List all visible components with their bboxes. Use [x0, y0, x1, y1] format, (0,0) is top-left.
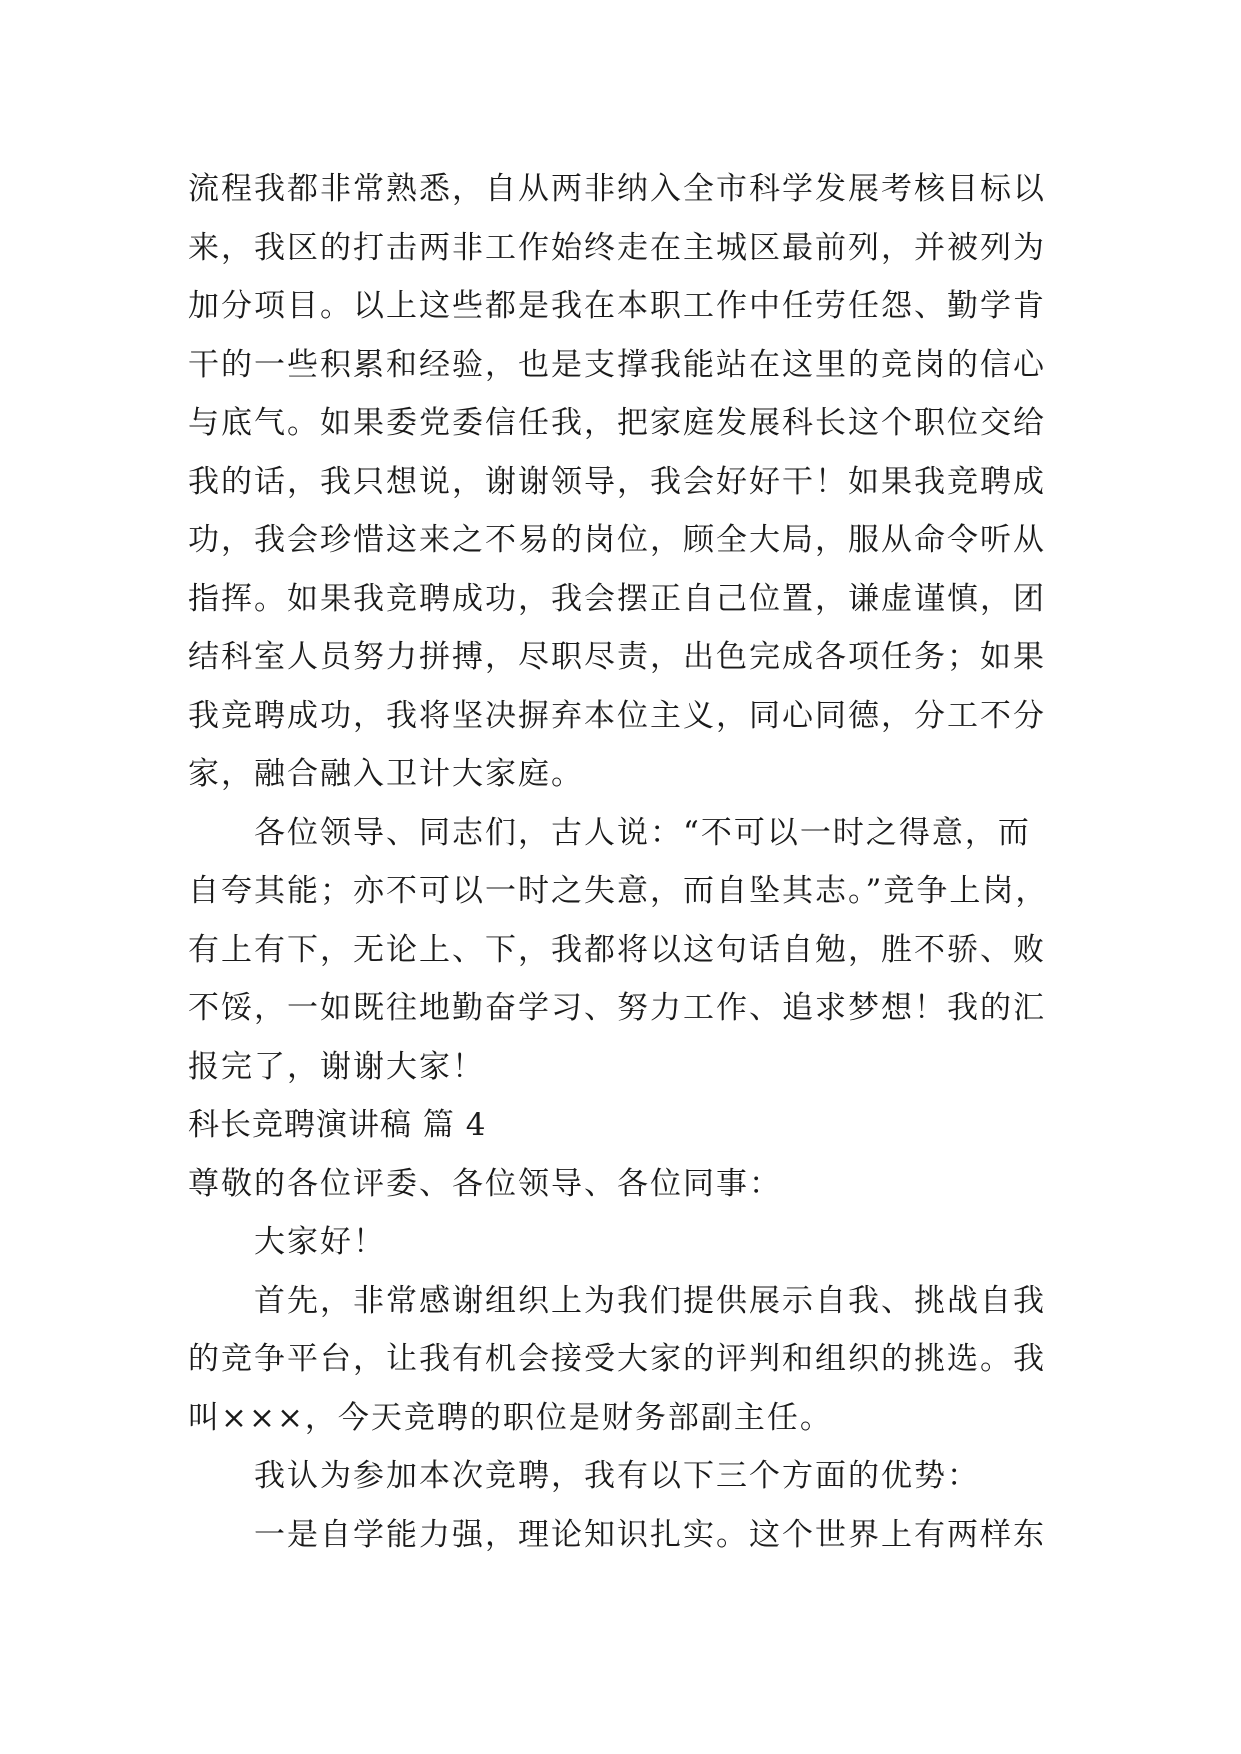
text-line: 我认为参加本次竞聘，我有以下三个方面的优势： [254, 1458, 980, 1494]
section-heading: 科长竞聘演讲稿 篇 4 [188, 1107, 487, 1143]
text-line: 尊敬的各位评委、各位领导、各位同事： [188, 1165, 782, 1202]
text-line: 有上有下，无论上、下，我都将以这句话自勉，胜不骄、败 [188, 931, 1046, 968]
text-line: 报完了，谢谢大家！ [188, 1048, 485, 1085]
text-line: 结科室人员努力拼搏，尽职尽责，出色完成各项任务；如果 [188, 639, 1046, 675]
text-line: 大家好！ [254, 1224, 386, 1260]
text-line: 指挥。如果我竞聘成功，我会摆正自己位置，谦虚谨慎，团 [188, 580, 1046, 617]
text-line: 首先，非常感谢组织上为我们提供展示自我、挑战自我 [254, 1282, 1046, 1319]
text-line: 干的一些积累和经验，也是支撑我能站在这里的竞岗的信心 [188, 346, 1046, 383]
text-line: 流程我都非常熟悉，自从两非纳入全市科学发展考核目标以 [188, 171, 1046, 207]
text-line: 自夸其能；亦不可以一时之失意，而自坠其志。”竞争上岗， [188, 873, 1049, 909]
text-line: 功，我会珍惜这来之不易的岗位，顾全大局，服从命令听从 [188, 522, 1046, 558]
text-line: 与底气。如果委党委信任我，把家庭发展科长这个职位交给 [188, 405, 1046, 441]
text-line: 各位领导、同志们，古人说：“不可以一时之得意，而 [254, 814, 1031, 851]
document-body [188, 160, 1068, 1564]
text-line: 的竞争平台，让我有机会接受大家的评判和组织的挑选。我 [188, 1341, 1046, 1377]
text-line: 叫×××，今天竞聘的职位是财务部副主任。 [188, 1399, 833, 1436]
text-line: 家，融合融入卫计大家庭。 [188, 756, 584, 792]
text-line: 不馁，一如既往地勤奋学习、努力工作、追求梦想！我的汇 [188, 990, 1046, 1026]
text-line: 来，我区的打击两非工作始终走在主城区最前列，并被列为 [188, 229, 1046, 266]
text-line: 我的话，我只想说，谢谢领导，我会好好干！如果我竞聘成 [188, 463, 1046, 500]
text-line: 一是自学能力强，理论知识扎实。这个世界上有两样东 [254, 1516, 1046, 1553]
text-line: 我竞聘成功，我将坚决摒弃本位主义，同心同德，分工不分 [188, 697, 1046, 734]
text-line: 加分项目。以上这些都是我在本职工作中任劳任怨、勤学肯 [188, 288, 1046, 324]
